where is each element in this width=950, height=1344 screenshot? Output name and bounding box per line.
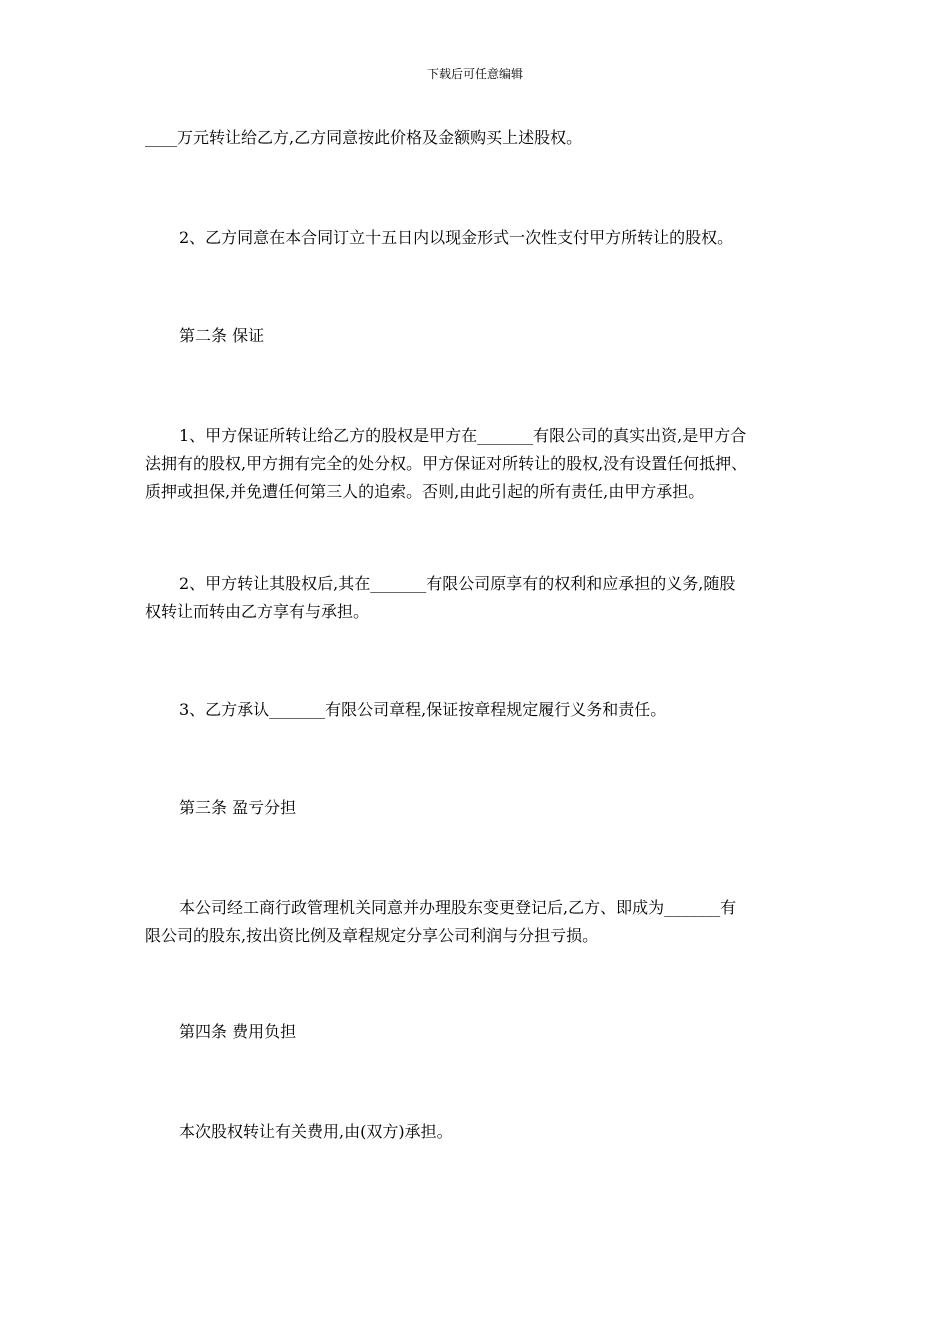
paragraph-line: 本次股权转让有关费用,由(双方)承担。 [179, 1122, 453, 1141]
paragraph-line: 法拥有的股权,甲方拥有完全的处分权。甲方保证对所转让的股权,没有设置任何抵押、 [145, 454, 748, 473]
paragraph-payment-term [145, 224, 805, 252]
page-header: 下载后可任意编辑 [426, 67, 523, 81]
paragraph-line: 第四条 费用负担 [179, 1022, 297, 1041]
paragraph-line: 3、乙方承认_______有限公司章程,保证按章程规定履行义务和责任。 [179, 700, 667, 719]
paragraph-line: 第二条 保证 [179, 326, 265, 345]
paragraph-line: 2、甲方转让其股权后,其在_______有限公司原享有的权利和应承担的义务,随股 [179, 574, 736, 593]
paragraph-line: 第三条 盈亏分担 [179, 798, 297, 817]
paragraph-guarantee-3 [145, 696, 805, 724]
paragraph-expenses [145, 1118, 805, 1146]
paragraph-line: ____万元转让给乙方,乙方同意按此价格及金额购买上述股权。 [145, 128, 583, 147]
article-heading-profit-loss [145, 794, 805, 822]
paragraph-line: 权转让而转由乙方享有与承担。 [145, 602, 370, 621]
paragraph-line: 2、乙方同意在本合同订立十五日内以现金形式一次性支付甲方所转让的股权。 [179, 228, 734, 247]
paragraph-guarantee-2 [145, 570, 805, 626]
paragraph-line: 质押或担保,并免遭任何第三人的追索。否则,由此引起的所有责任,由甲方承担。 [145, 482, 705, 501]
article-heading-expenses [145, 1018, 805, 1046]
paragraph-line: 1、甲方保证所转让给乙方的股权是甲方在_______有限公司的真实出资,是甲方合 [179, 426, 747, 445]
paragraph-price-continuation [145, 124, 805, 152]
paragraph-line: 限公司的股东,按出资比例及章程规定分享公司利润与分担亏损。 [145, 926, 599, 945]
paragraph-profit-loss [145, 894, 805, 950]
paragraph-guarantee-1 [145, 422, 805, 506]
paragraph-line: 本公司经工商行政管理机关同意并办理股东变更登记后,乙方、即成为_______有 [179, 898, 737, 917]
article-heading-guarantee [145, 322, 805, 350]
